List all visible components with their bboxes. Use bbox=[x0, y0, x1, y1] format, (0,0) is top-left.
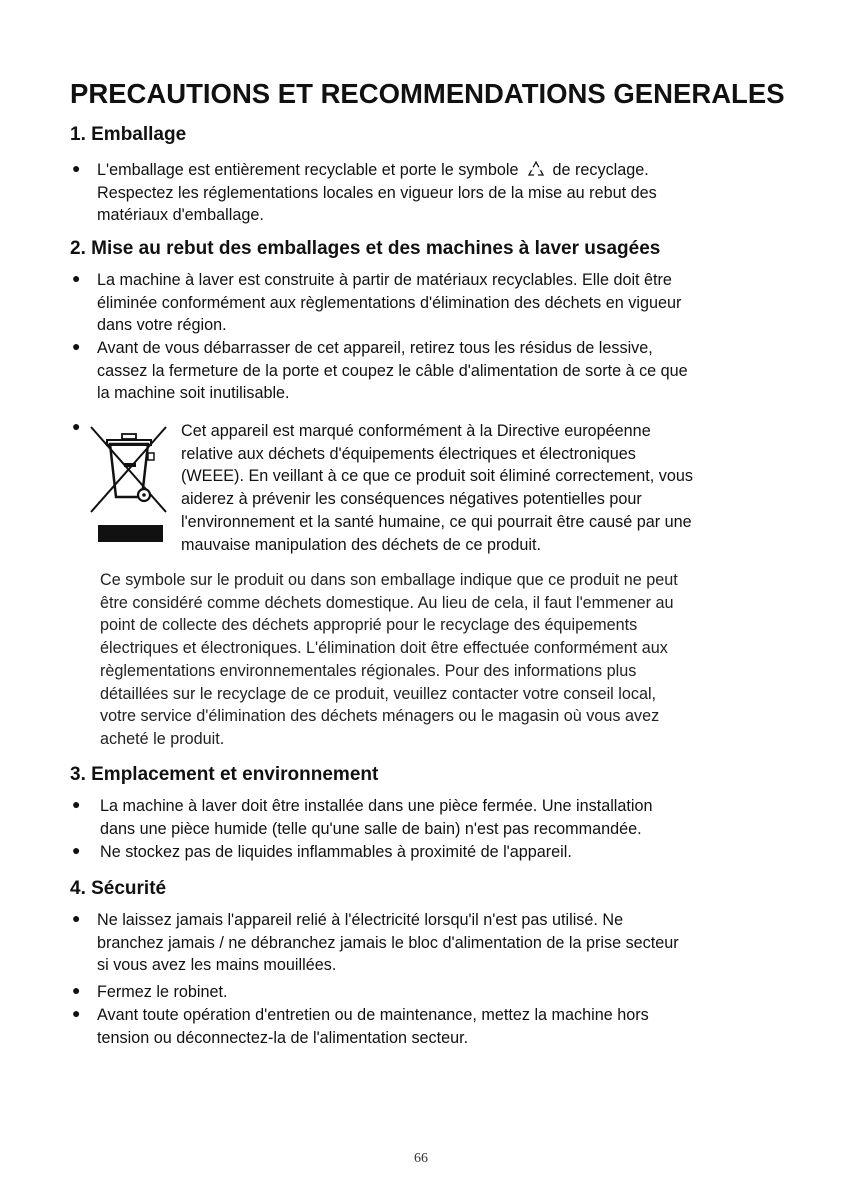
section-heading-mise-au-rebut: 2. Mise au rebut des emballages et des machines à laver usagées bbox=[70, 238, 661, 259]
text-line: Cet appareil est marqué conformément à la Directive européenne bbox=[181, 422, 651, 440]
bullet-icon: ● bbox=[72, 418, 81, 434]
text-line: La machine à laver est construite à partir de matériaux recyclables. Elle doit être bbox=[97, 271, 672, 289]
text-line: de recyclage. bbox=[552, 161, 649, 179]
bullet-text bbox=[97, 1004, 649, 1049]
weee-paragraph bbox=[100, 569, 678, 751]
text-line: tension ou déconnectez-la de l'alimentation secteur. bbox=[97, 1028, 469, 1047]
bullet-text bbox=[97, 337, 688, 405]
crossed-bin-icon bbox=[88, 424, 170, 544]
bullet-text bbox=[97, 981, 227, 1004]
text-line: électriques et électroniques. L'élimination doit être effectuée conformément aux bbox=[100, 639, 668, 658]
text-line: aiderez à prévenir les conséquences négatives potentielles pour bbox=[181, 490, 642, 509]
bullet-icon: ● bbox=[72, 270, 81, 286]
recycle-icon bbox=[527, 161, 545, 177]
bullet-icon: ● bbox=[72, 160, 81, 176]
text-line: cassez la fermeture de la porte et coupez le câble d'alimentation de sorte à ce que bbox=[97, 361, 688, 380]
bullet-icon: ● bbox=[72, 910, 81, 926]
bullet-icon: ● bbox=[72, 1005, 81, 1021]
bullet-icon: ● bbox=[72, 796, 81, 812]
section-heading-securite: 4. Sécurité bbox=[70, 878, 167, 899]
section-heading-emballage: 1. Emballage bbox=[70, 124, 187, 145]
text-line: (WEEE). En veillant à ce que ce produit soit éliminé correctement, vous bbox=[181, 467, 693, 486]
text-line: votre service d'élimination des déchets ménagers ou le magasin où vous avez bbox=[100, 707, 660, 726]
weee-text bbox=[181, 420, 693, 556]
bullet-icon: ● bbox=[72, 338, 81, 354]
text-line: La machine à laver doit être installée dans une pièce fermée. Une installation bbox=[100, 797, 653, 815]
bullet-text bbox=[97, 159, 657, 227]
text-line: L'emballage est entièrement recyclable et porte le symbole bbox=[97, 161, 519, 179]
text-line: Avant toute opération d'entretien ou de maintenance, mettez la machine hors bbox=[97, 1006, 649, 1024]
text-line: Ne laissez jamais l'appareil relié à l'électricité lorsqu'il n'est pas utilisé. Ne bbox=[97, 911, 624, 929]
page-number: 66 bbox=[414, 1151, 428, 1166]
text-line: éliminée conformément aux règlementations d'élimination des déchets en vigueur bbox=[97, 293, 682, 312]
text-line: acheté le produit. bbox=[100, 729, 225, 748]
text-line: l'environnement et la santé humaine, ce qui pourrait être causé par une bbox=[181, 512, 692, 531]
text-line: Ne stockez pas de liquides inflammables à proximité de l'appareil. bbox=[100, 843, 572, 861]
text-line: être considéré comme déchets domestique. Au lieu de cela, il faut l'emmener au bbox=[100, 593, 674, 612]
text-line: dans votre région. bbox=[97, 316, 227, 335]
text-line: règlementations environnementales régionales. Pour des informations plus bbox=[100, 661, 637, 680]
bullet-text bbox=[100, 841, 572, 864]
bullet-icon: ● bbox=[72, 982, 81, 998]
text-line: mauvaise manipulation des déchets de ce produit. bbox=[181, 535, 541, 554]
bullet-icon: ● bbox=[72, 842, 81, 858]
section-heading-emplacement: 3. Emplacement et environnement bbox=[70, 764, 379, 785]
page-title: PRECAUTIONS ET RECOMMENDATIONS GENERALES bbox=[70, 78, 785, 109]
text-line: Avant de vous débarrasser de cet appareil, retirez tous les résidus de lessive, bbox=[97, 339, 653, 357]
text-line: branchez jamais / ne débranchez jamais le bloc d'alimentation de la prise secteur bbox=[97, 933, 679, 952]
bullet-text bbox=[100, 795, 653, 840]
text-line: point de collecte des déchets approprié pour le recyclage des équipements bbox=[100, 616, 638, 635]
text-line: relative aux déchets d'équipements électriques et électroniques bbox=[181, 444, 636, 463]
bullet-text bbox=[97, 909, 679, 977]
text-line: matériaux d'emballage. bbox=[97, 206, 264, 225]
text-line: dans une pièce humide (telle qu'une salle de bain) n'est pas recommandée. bbox=[100, 819, 642, 838]
text-line: Fermez le robinet. bbox=[97, 983, 228, 1001]
text-line: détaillées sur le recyclage de ce produit, veuillez contacter votre conseil local, bbox=[100, 684, 657, 703]
text-line: si vous avez les mains mouillées. bbox=[97, 956, 337, 975]
text-line: Respectez les réglementations locales en vigueur lors de la mise au rebut des bbox=[97, 183, 657, 202]
text-line: la machine soit inutilisable. bbox=[97, 384, 290, 403]
text-line: Ce symbole sur le produit ou dans son emballage indique que ce produit ne peut bbox=[100, 571, 678, 589]
bullet-text bbox=[97, 269, 681, 337]
